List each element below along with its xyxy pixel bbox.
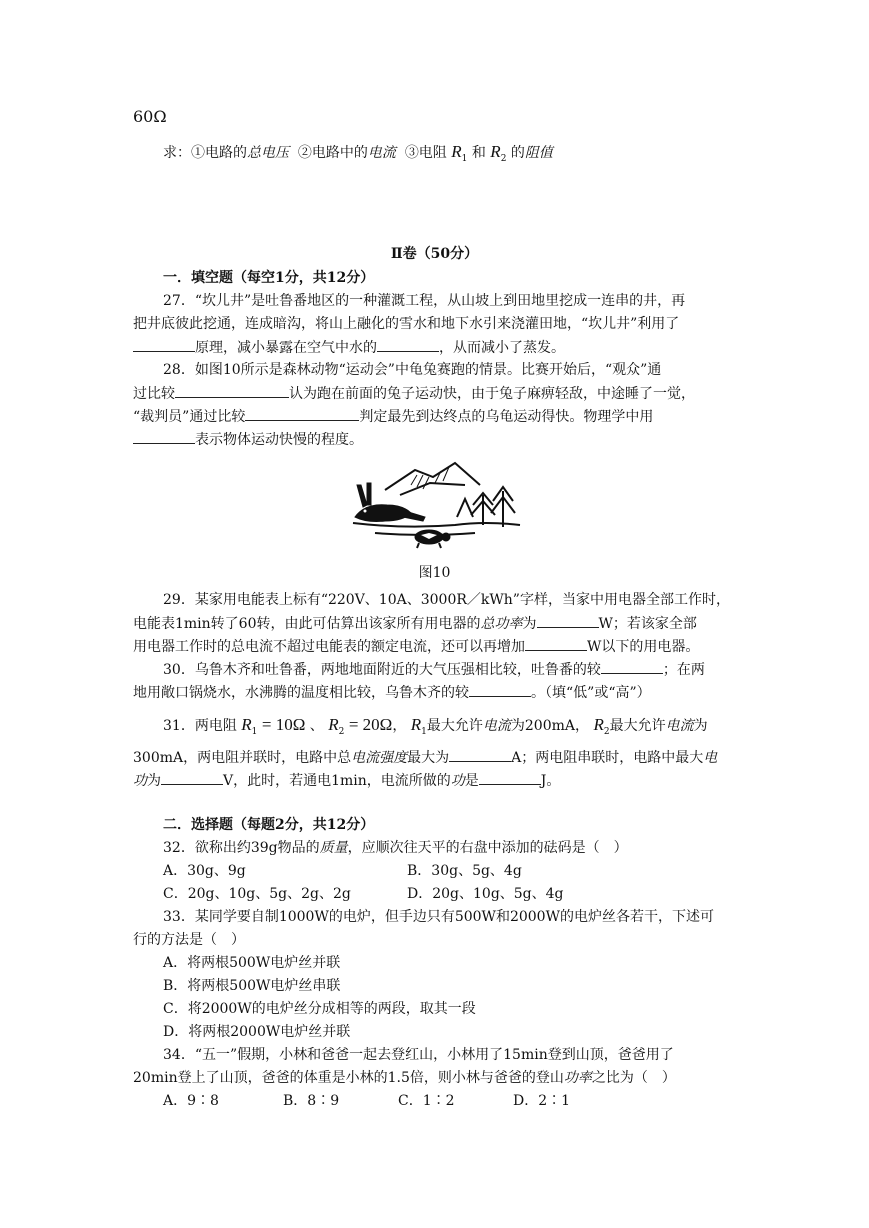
q27-line2: 把井底彼此挖通，连成暗沟，将山上融化的雪水和地下水引来浇灌田地，“坎儿井”利用了: [133, 316, 680, 332]
answer-blank: [161, 770, 223, 785]
ask-line: 求：①电路的总电压 ②电路中的电流 ③电阻 $R_1$ 和 $R_2$ 的阻值: [163, 142, 553, 164]
q34-option-b: B．8∶9: [283, 1093, 340, 1109]
answer-blank: [377, 337, 439, 352]
q31-line3: 功为 V，此时，若通电1min，电流所做的功是 J。: [133, 770, 560, 791]
q27-line3: 原理，减小暴露在空气中水的 ，从而减小了蒸发。: [133, 337, 565, 358]
q33-option-c: C．将2000W的电炉丝分成相等的两段，取其一段: [163, 1001, 476, 1017]
answer-blank: [537, 613, 599, 628]
q31-line1: 31．两电阻 $R_1 = 10\Omega$ 、 $R_2 = 20\Omega$， $R_1$最大允许电流为200mA， $R_2$最大允许电流为: [163, 715, 708, 737]
q32-option-a: A．30g、9g: [163, 863, 246, 879]
q31-line2: 300mA，两电阻并联时，电路中总电流强度最大为 A；两电阻串联时，电路中最大电: [133, 747, 717, 768]
part1-heading: 一．填空题（每空1分，共12分）: [163, 270, 375, 286]
q29-line3: 用电器工作时的总电流不超过电能表的额定电流，还可以再增加 W以下的用电器。: [133, 636, 699, 657]
q33-option-a: A．将两根500W电炉丝并联: [163, 955, 341, 971]
q28-line2: 过比较 认为跑在前面的兔子运动快，由于兔子麻痹轻敌，中途睡了一觉，: [133, 383, 695, 404]
q34-option-c: C．1∶2: [398, 1093, 455, 1109]
answer-blank: [469, 682, 531, 697]
q28-line1: 28．如图10所示是森林动物“运动会”中龟兔赛跑的情景。比赛开始后，“观众”通: [163, 362, 662, 378]
q34-option-a: A．9∶8: [163, 1093, 219, 1109]
part2-heading: 二．选择题（每题2分，共12分）: [163, 817, 375, 833]
rabbit-tortoise-figure: [345, 455, 525, 550]
answer-blank: [133, 429, 195, 444]
q34-line1: 34．“五一”假期，小林和爸爸一起去登红山，小林用了15min登到山顶，爸爸用了: [163, 1047, 674, 1063]
q30-line1: 30．乌鲁木齐和吐鲁番，两地地面附近的大气压强相比较，吐鲁番的较 ；在两: [163, 659, 705, 680]
section-title: Ⅱ卷（50分）: [390, 246, 479, 262]
answer-blank: [175, 383, 289, 398]
q27-line1: 27．“坎儿井”是吐鲁番地区的一种灌溉工程，从山坡上到田地里挖成一连串的井，再: [163, 293, 686, 309]
answer-blank: [525, 636, 587, 651]
q28-line3: “裁判员”通过比较 判定最先到达终点的乌龟运动得快。物理学中用: [133, 406, 653, 427]
q28-line4: 表示物体运动快慢的程度。: [133, 429, 363, 450]
q32-option-c: C．20g、10g、5g、2g、2g: [163, 886, 351, 902]
answer-blank: [479, 770, 541, 785]
q32-option-d: D．20g、10g、5g、4g: [407, 886, 564, 902]
q29-line2: 电能表1min转了60转，由此可估算出该家所有用电器的总功率为 W；若该家全部: [133, 613, 697, 634]
q34-option-d: D．2∶1: [513, 1093, 571, 1109]
answer-blank: [133, 337, 195, 352]
unit-line: 60Ω: [133, 107, 167, 126]
q33-line1: 33．某同学要自制1000W的电炉，但手边只有500W和2000W的电炉丝各若干，下述可: [163, 909, 714, 925]
q33-line2: 行的方法是（ ）: [133, 932, 245, 948]
answer-blank: [245, 406, 359, 421]
q32-line1: 32．欲称出约39g物品的质量，应顺次往天平的右盘中添加的砝码是（ ）: [163, 840, 628, 856]
figure-caption: 图10: [418, 565, 451, 581]
q34-line2: 20min登上了山顶，爸爸的体重是小林的1.5倍，则小林与爸爸的登山功率之比为（ ）: [133, 1070, 676, 1086]
q29-line1: 29．某家用电能表上标有“220V、10A、3000R／kWh”字样，当家中用电器全部工作时，: [163, 592, 730, 608]
q32-option-b: B．30g、5g、4g: [407, 863, 522, 879]
answer-blank: [449, 747, 511, 762]
q30-line2: 地用敞口锅烧水，水沸腾的温度相比较，乌鲁木齐的较 。（填“低”或“高”）: [133, 682, 651, 703]
q33-option-b: B．将两根500W电炉丝串联: [163, 978, 341, 994]
q33-option-d: D．将两根2000W电炉丝并联: [163, 1024, 351, 1040]
answer-blank: [601, 659, 663, 674]
